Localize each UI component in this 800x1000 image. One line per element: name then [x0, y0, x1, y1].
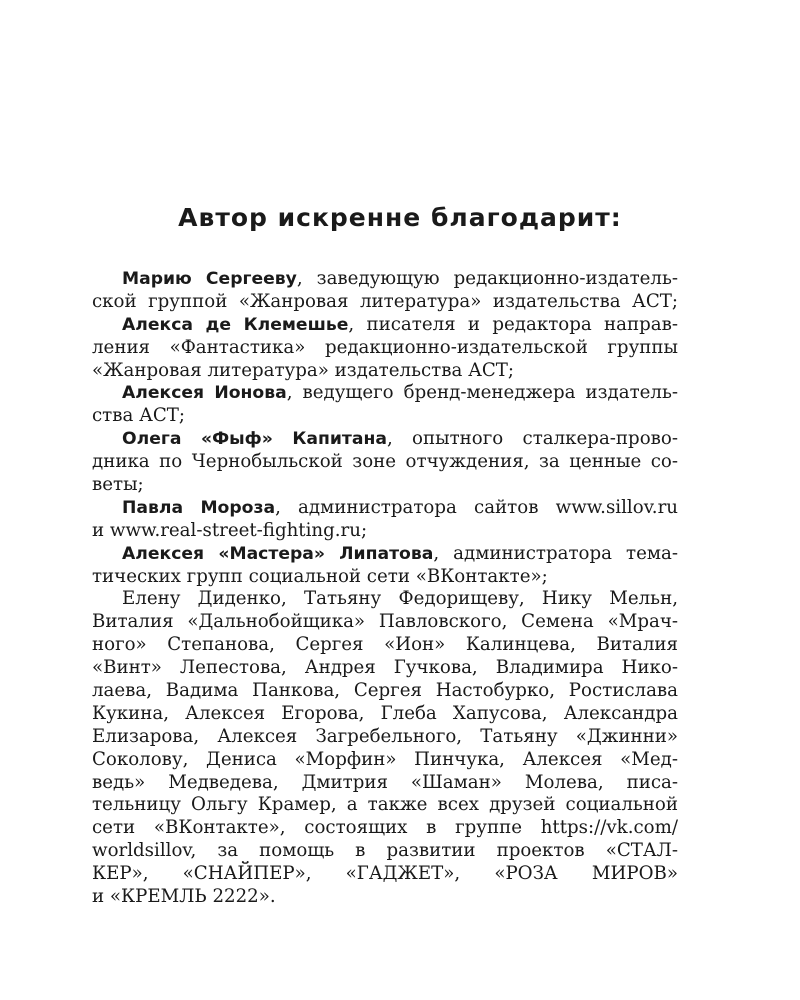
text-line [122, 428, 678, 451]
line-text: Соколову, Дениса «Морфин» Пинчука, Алексея «Мед- [92, 748, 678, 770]
line-text: лаева, Вадима Панкова, Сергея Настобурко, Ростислава [92, 680, 678, 702]
text-line [92, 657, 678, 680]
text-line [92, 337, 678, 360]
acknowledgements-text [92, 268, 678, 909]
text-line [92, 291, 678, 314]
line-text: Елену Диденко, Татьяну Федорищеву, Нику Мельн, [122, 588, 678, 610]
text-line [92, 405, 678, 428]
line-text: «Жанровая литература» издательства АСТ; [92, 359, 515, 381]
line-text: Елизарова, Алексея Загребельного, Татьяну «Джинни» [92, 725, 678, 747]
acknowledgements-heading: Автор искренне благодарит: [178, 203, 622, 232]
text-line [92, 840, 678, 863]
line-text: сети «ВКонтакте», состоящих в группе https://vk.com/ [92, 817, 678, 839]
text-line [92, 611, 678, 634]
text-line [92, 634, 678, 657]
line-text: веты; [92, 474, 144, 496]
line-text: КЕР», «СНАЙПЕР», «ГАДЖЕТ», «РОЗА МИРОВ» [92, 863, 678, 885]
text-line [122, 497, 678, 520]
text-line [92, 863, 678, 886]
text-line [92, 817, 678, 840]
text-line [122, 314, 678, 337]
text-line [92, 360, 678, 383]
line-text: дника по Чернобыльской зоне отчуждения, за ценные со- [92, 451, 678, 473]
text-line [122, 543, 678, 566]
text-line [92, 703, 678, 726]
line-text: , опытного сталкера-прово- [386, 428, 678, 450]
text-line [92, 726, 678, 749]
line-text: , администратора тема- [433, 542, 678, 564]
person-name: Алексея Ионова [122, 383, 287, 404]
person-name: Алекса де Клемешье [122, 314, 349, 335]
line-text: и www.real-street-fighting.ru; [92, 519, 368, 541]
line-text: , писателя и редактора направ- [348, 313, 678, 335]
person-name: Олега «Фыф» Капитана [122, 429, 387, 450]
line-text: ства АСТ; [92, 405, 186, 427]
line-text: «Винт» Лепестова, Андрея Гучкова, Владимира Нико- [92, 657, 678, 679]
line-text: , администратора сайтов www.sillov.ru [275, 496, 678, 518]
line-text: ного» Степанова, Сергея «Ион» Калинцева, Виталия [92, 634, 678, 656]
text-line [92, 520, 678, 543]
text-line [122, 382, 678, 405]
line-text: Кукина, Алексея Егорова, Глеба Хапусова, Александра [92, 702, 678, 724]
text-line [92, 474, 678, 497]
line-text: , заведующую редакционно-издатель- [296, 268, 678, 289]
person-name: Павла Мороза [122, 497, 276, 518]
line-text: ведь» Медведева, Дмитрия «Шаман» Молева, писа- [92, 771, 678, 793]
text-line [92, 772, 678, 795]
line-text: ской группой «Жанровая литература» издательства АСТ; [92, 290, 678, 312]
person-name: Марию Сергееву [122, 269, 297, 289]
text-line [122, 268, 678, 291]
line-text: тических групп социальной сети «ВКонтакте»; [92, 565, 548, 587]
text-line [92, 680, 678, 703]
line-text: worldsillov, за помощь в развитии проектов «СТАЛ- [92, 840, 678, 862]
text-line [92, 566, 678, 589]
text-line [92, 451, 678, 474]
person-name: Алексея «Мастера» Липатова [122, 543, 434, 564]
line-text: Виталия «Дальнобойщика» Павловского, Семена «Мрач- [92, 611, 678, 633]
text-line [92, 886, 678, 909]
line-text: , ведущего бренд-менеджера издатель- [286, 382, 678, 404]
text-line [92, 794, 678, 817]
line-text: и «КРЕМЛЬ 2222». [92, 886, 276, 908]
line-text: ления «Фантастика» редакционно-издательской группы [92, 336, 678, 358]
line-text: тельницу Ольгу Крамер, а также всех друзей социальной [92, 794, 678, 816]
text-line [92, 749, 678, 772]
text-line [122, 588, 678, 611]
